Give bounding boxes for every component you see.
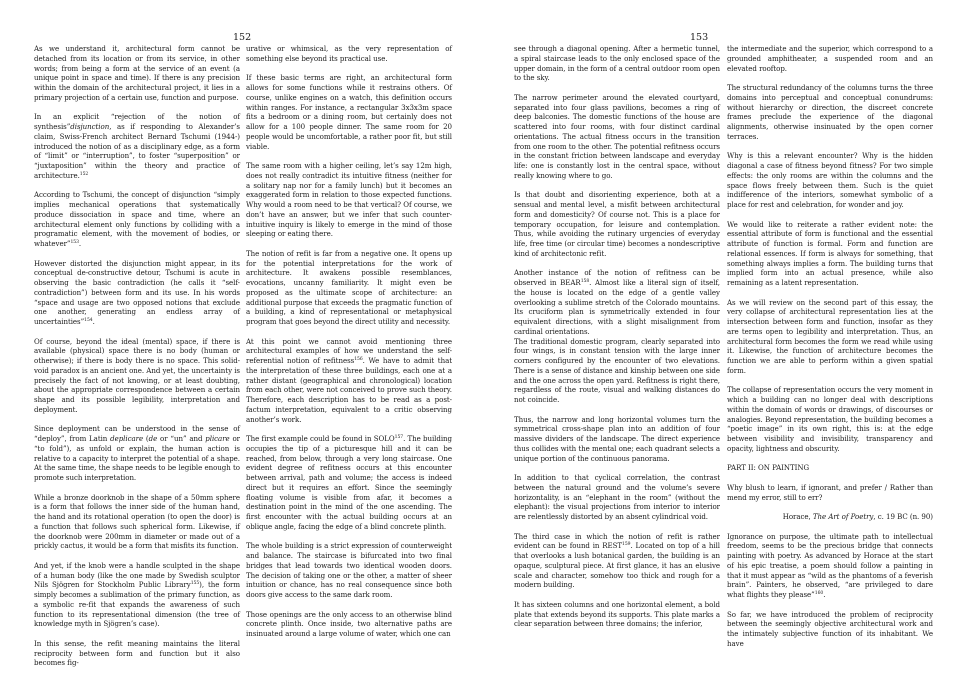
paragraph: [34, 424, 240, 483]
text-run: , as if responding to Alexander’s claim, Swiss-French architect Bernard Tschumi (1944-) introduced the notion of: [34, 122, 240, 151]
footnote-ref: 155: [190, 581, 200, 587]
footnote-ref: 154: [84, 318, 93, 323]
paragraph: [34, 639, 240, 668]
text-run: The third case in which the notion of refit is rather evident can be found in REST: [514, 531, 720, 551]
paragraph: [727, 610, 933, 649]
text-run: The same room with a higher ceiling, let’s say 12m high, does not really contradict its intuitive fitness (neither for a solitary nap nor for a family lunch) but it becomes an exaggerated form in relation to those expected functions. Why would a room need to be that vertical? Of course, we don’t have an answer, but we infer that such counter-intuitive inquiry is likely to emerge in the mind of those sleeping or eating there.: [246, 161, 452, 239]
text-run: see through a diagonal opening. After a hermetic tunnel, a spiral staircase leads to the only enclosed space of the upper domain, in the form of a central outdoor room open to the sky.: [514, 44, 720, 83]
paragraph: [727, 220, 933, 288]
text-run: The traditional domestic program, clearly separated into four wings, is in constant tension with the large inner corners configured by the encounter of two elevations. There is a sense of distance and kinship between one side and the one across the open yard. Refitness is right there, regardless of the route, visual and walking distances do not coincide.: [514, 336, 720, 404]
paragraph: [246, 337, 452, 425]
attribution-author: Horace,: [782, 512, 813, 521]
text-run: (: [143, 434, 149, 443]
text-run: In an explicit “rejection of the notion of synthesis”: [34, 112, 240, 131]
text-run: The first example could be found in SOLO: [246, 434, 395, 443]
paragraph: [727, 83, 933, 142]
text-run: So far, we have introduced the problem of reciprocity between the seemingly objective architectural work and the intimately subjective function of its inhabitant. We have: [727, 609, 933, 648]
text-run: the intermediate and the superior, which correspond to a grounded amphitheater, a suspended room and an elevated rooftop.: [727, 44, 933, 73]
text-run: . The building occupies the tip of a picturesque hill and it can be reached, from below, through a very long staircase. One evident degree of refitness occurs at this encounter between arrival, path and volume; the access is indeed direct but it requires an effort. Since the seemingly floating volume is visible from afar, it becomes a destination point in the mind of the one ascending. The first encounter with the actual building occurs at an oblique angle, facing the edge of a blind concrete plinth.: [246, 434, 452, 531]
paragraph: [246, 249, 452, 327]
epigraph-attribution: [727, 512, 933, 522]
italic-term: deplicare: [110, 434, 144, 443]
text-run: Since deployment can be understood in the sense of “deploy”, from Latin: [34, 424, 240, 443]
text-run: As we will review on the second part of this essay, the very collapse of architectural representation lies at the intersection between form and function, insofar as they are terms open to legibility and interpretation. Thus, an architectural form becomes the form we read while using it. Likewise, the function of architecture becomes the function we are able to perform within a given spatial form.: [727, 297, 933, 375]
text-run: According to Tschumi, the concept of disjunction “simply implies mechanical operations that systematically produce dissociation in space and time, where an architectural element only functions by colliding with a programatic element, with the movement of bodies, or whatever”: [34, 190, 240, 248]
paragraph: [727, 385, 933, 453]
paragraph: [514, 44, 720, 83]
paragraph: [246, 610, 452, 639]
text-run: In addition to that cyclical correlation, the contrast between the natural ground and the volume’s severe horizontality, is an “elephant in the room” (without the elephant): the visual projections from interior to interior are relentlessly distorted by an absent cylindrical void.: [514, 473, 720, 521]
text-run: Another instance of the notion of refitness can be observed in BEAR: [514, 268, 720, 287]
text-run: The whole building is a strict expression of counterweight and balance. The staircase is bifurcated into two final bridges that lead towards two identical wooden doors. The decision of taking one or the other, a matter of sheer intuition or chance, has no real consequence since both doors give access to the same dark room.: [246, 541, 452, 599]
paragraph: [34, 337, 240, 415]
paragraph: [246, 44, 452, 64]
paragraph: [727, 532, 933, 600]
text-run: Thus, the narrow and long horizontal volumes turn the symmetrical cross-shape plan into an addition of four massive dividers of the landscape. The direct experience thus collides with the mental one; each quadrant selects a unique portion of the continuous panorama.: [514, 414, 720, 463]
paragraph: [246, 161, 452, 239]
text-run: Those openings are the only access to an otherwise blind concrete plinth. Once inside, two alternative paths are insinuated around a large volume of water, which one can: [246, 609, 452, 638]
text-run: urative or whimsical, as the very representation of something else beyond its practical use.: [246, 44, 452, 63]
paragraph: [727, 298, 933, 376]
paragraph: [246, 434, 452, 532]
italic-term: disjunction: [70, 122, 110, 131]
footnote-ref: 160: [814, 591, 824, 596]
text-run: as a disciplinary edge, as a form of “limit” or “interruption”, to foster “superposition” or “juxtaposition” within the theory and practice of architecture.: [34, 141, 240, 180]
italic-term: de: [148, 434, 158, 443]
footnote-ref: 157: [394, 435, 404, 440]
footnote-ref: 156: [354, 357, 363, 362]
page-153: [480, 0, 960, 648]
footnote-ref: 158: [580, 279, 590, 284]
text-column: [34, 44, 240, 678]
page-152: [0, 0, 480, 668]
text-run: Why is this a relevant encounter? Why is the hidden diagonal a case of fitness beyond fitness? For two simple effects: the only rooms are within the columns and the space flows freely between them. Such is the quiet indifference of the interiors, somewhat symbolic of a place for rest and celebration, for wonder and joy.: [727, 151, 933, 209]
paragraph: [34, 190, 240, 249]
paragraph: [727, 151, 933, 210]
text-run: Is that doubt and disorienting experience, both at a sensual and mental level, a misfit between architectural form and domesticity? Of course not. This is a place for temporary occupation, for leisure and contemplation. Thus, while avoiding the rutinary urgencies of everyday life, free time (or circular time) becomes a nondescriptive kind of architectonic refit.: [514, 190, 720, 258]
paragraph: [514, 190, 720, 258]
column-paragraphs: [727, 44, 933, 454]
text-run: .: [78, 239, 82, 248]
text-run: We would like to reiterate a rather evident note: the essential attribute of form is functional and the essential attribute of function is formal. Form and function are relational essences. If form is always for something, that something always implies a form. The building turns that implied form into an actual presence, while also remaining as a latent representation.: [727, 219, 933, 287]
paragraph: [34, 44, 240, 103]
page-number: 153: [690, 32, 709, 43]
text-run: The notion of refit is far from a negative one. It opens up for the potential interpretations for the work of architecture. It awakens possible resemblances, evocations, uncanny familiarity. It might even be proposed as the ultimate scope of architecture: an additional purpose that exceeds the pragmatic function of a building, a kind of representational or metaphysical program that goes beyond the direct utility and necessity.: [246, 248, 452, 326]
text-run: .: [823, 590, 826, 599]
text-run: . We have to admit that the interpretation of these three buildings, each one at a rather distant (geographical and chronological) location from each other, were not conceived to prove such theory. Therefore, each description has to be read as a post-factum interpretation, equivalent to a critic observing another’s work.: [246, 356, 452, 424]
text-run: The collapse of representation occurs the very moment in which a building can no longer deal with descriptions within the domain of words or drawings, of discourses or analogies. Beyond representation, the building becomes a “poetic image” in its own right, this is: at the edge between visibility and invisibility, transparency and opacity, lightness and obscurity.: [727, 385, 933, 453]
text-run: As we understand it, architectural form cannot be detached from its location or from its service, in other words; from being a form at the service of an event (a unique point in space and time). If there is any precision within the domain of the architectural project, it lies in a primary projection of a certain use, function and purpose.: [34, 44, 240, 102]
paragraph: [514, 415, 720, 464]
text-run: or “un” and: [157, 434, 206, 443]
text-run: or “to fold”), as unfold or explain, the human action is relative to a capacity to interpret the potential of a shape. At the same time, the shape needs to be legible enough to promote such interpretation.: [34, 434, 240, 482]
section-paragraphs: [727, 532, 933, 649]
paragraph: [34, 561, 240, 629]
text-run: And yet, if the knob were a handle sculpted in the shape of a human body (like the one made by Swedish sculptor Nils Sjögren for Stockholm Public Library: [34, 560, 240, 590]
footnote-ref: 159: [622, 542, 631, 548]
text-run: .: [92, 317, 95, 326]
text-run: It has sixteen columns and one horizontal element, a bold plate that extends beyond its supports. This plate marks a clear separation between three domains; the inferior,: [514, 599, 720, 629]
text-run: However distorted the disjunction might appear, in its conceptual de-constructive detour, Tschumi is acute in observing the basic contradiction (he calls it “self-contradiction”) between form and its use. In his words “space and usage are two opposed notions that exclude one another, generating an endless array of uncertainties”: [34, 258, 240, 326]
paragraph: [727, 44, 933, 73]
paragraph: [514, 473, 720, 522]
text-run: . Almost like a literal sign of itself, the house is located on the edge of a gentle valley overlooking a sublime stretch of the Colorado mountains. Its cruciform plan is symmetrically extended in four equivalent directions, with a slight misalignment from cardinal orientations.: [514, 278, 720, 336]
paragraph: [514, 600, 720, 629]
text-run: Ignorance on purpose, the ultimate path to intellectual freedom, seems to be the precious bridge that connects painting with poetry. As advanced by Horace at the start of his epic treatise, a poem should follow a painting in that it must appear as “wild as the phantoms of a feverish brain”. Painters, he observed, “are privileged to dare what flights they please”: [727, 531, 933, 599]
text-run: The structural redundancy of the columns turns the three domains into perceptual and conceptual conundrums: without hierarchy or direction, the discreet concrete frames preclude the experience of the diagonal alignments, otherwise insinuated by the open corner terraces.: [727, 83, 933, 141]
attribution-work: The Art of Poetry: [812, 512, 874, 521]
text-run: While a bronze doorknob in the shape of a 50mm sphere is a form that follows the inner side of the human hand, the hand and its rotational operation (to open the door) is a function that follows such spherical form. Likewise, if the doorknob were 200mm in diameter or made out of a prickly cactus, it would be a form that misfits its function.: [34, 492, 240, 551]
text-column: [246, 44, 452, 649]
text-run: The narrow perimeter around the elevated courtyard, separated into four glass pavilions, becomes a ring of deep balconies. The domestic functions of the house are scattered into four rooms, with four distinct cardinal orientations. The actual fitness occurs in the transition from one room to the other. The potential refitness occurs in the constant friction between landscape and everyday life: one is constantly lost in the central space, without really knowing where to go.: [514, 92, 720, 180]
text-run: If these basic terms are right, an architectural form allows for some functions while it restrains others. Of course, unlike engines on a watch, this definition occurs within ranges. For instance, a rectangular 3x3x3m space fits a bedroom or a dining room, but certainly does not allow for a 100 people dinner. The same room for 20 people would be uncomfortable, a rather poor fit, but still viable.: [246, 73, 452, 151]
paragraph: [514, 93, 720, 181]
italic-term: plicare: [205, 434, 230, 443]
paragraph: [34, 493, 240, 552]
paragraph: [246, 541, 452, 600]
footnote-ref: 153: [70, 240, 79, 245]
section-heading: PART II: ON PAINTING: [727, 463, 810, 473]
text-run: . Located on top of a hill that overlooks a lush botanical garden, the building is an opaque, sculptural piece. At first glance, it has an elusive scale and character, somehow too thick and rough for a modern building.: [514, 541, 720, 590]
paragraph: [34, 112, 240, 180]
text-run: ), the form simply becomes a sublimation of the primary function, as a symbolic re-fit that expands the awareness of such function to its representational dimension (the tree of knowledge myth in Sjögren’s case).: [34, 580, 240, 629]
text-run: At this point we cannot avoid mentioning three architectural examples of how we understand the self-referential notion of refitness: [246, 336, 452, 365]
attribution-date: , c. 19 BC (n. 90): [873, 512, 933, 521]
text-column: [514, 44, 720, 639]
footnote-ref: 152: [79, 171, 89, 177]
epigraph: Why blush to learn, if ignorant, and prefer / Rather than mend my error, still to err?: [727, 482, 933, 502]
paragraph: [514, 337, 720, 405]
paragraph: [514, 268, 720, 336]
paragraph: [246, 73, 452, 151]
page-number: 152: [233, 32, 252, 43]
text-run: Of course, beyond the ideal (mental) space, if there is available (physical) space there is no body (human or otherwise); if there is body there is no space. This solid-void paradox is an ancient one. And yet, the uncertainty is precisely the fact of not knowing, or at least doubting, about the appropriate correspondence between a certain shape and its possible legibility, interpretation and deployment.: [34, 336, 240, 414]
text-column: [727, 44, 933, 658]
text-run: In this sense, the refit meaning maintains the literal reciprocity between form and function but it also becomes fig-: [34, 638, 240, 668]
paragraph: [34, 259, 240, 327]
paragraph: [514, 532, 720, 591]
